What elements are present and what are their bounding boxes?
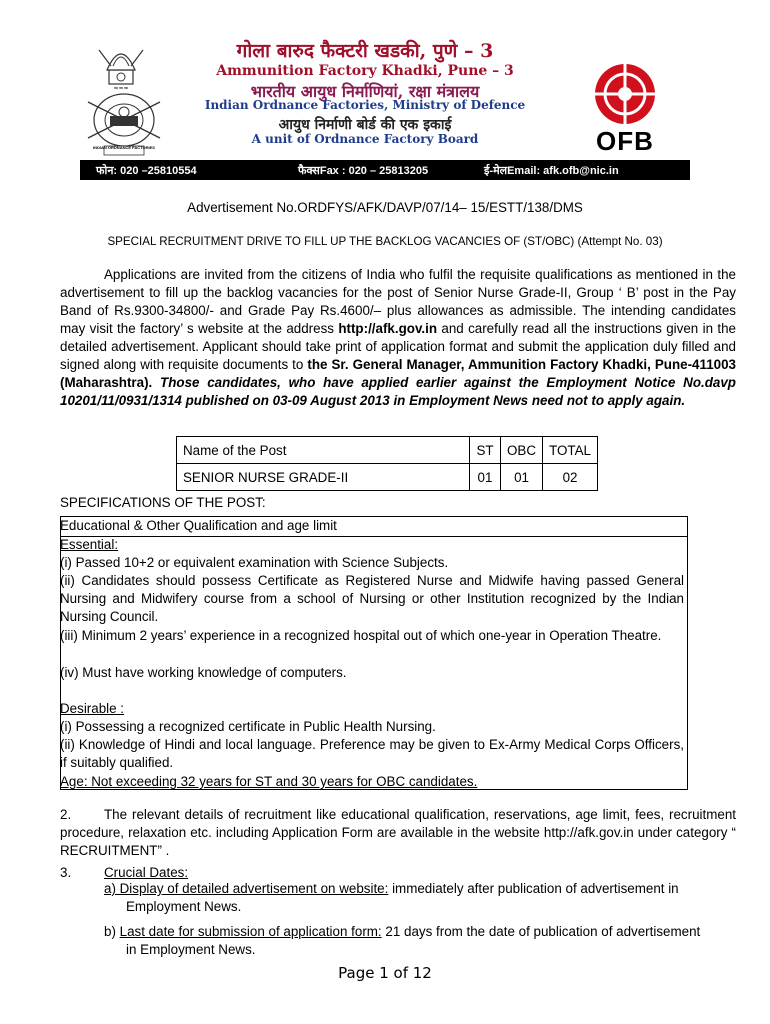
advertisement-subtitle: SPECIAL RECRUITMENT DRIVE TO FILL UP THE BACKLOG VACANCIES OF (ST/OBC) (Attempt No. 03) [107,235,663,248]
specs-heading: SPECIFICATIONS OF THE POST: [60,495,266,510]
crucial-date-b-label: Last date for submission of application form: [119,924,382,939]
contact-bar [80,160,690,180]
reapply-note: Those candidates, who have applied earlier against the Employment Notice No.davp 10201/11/0931/1314 published on 03-09 August 2013 in Employment News need not to apply again. [60,375,736,408]
post-table [176,436,598,491]
hindi-title: गोला बारुद फैक्टरी खडकी, पुणे – 3 [236,40,494,62]
table-header-row [177,437,598,464]
header-st: ST [470,437,501,464]
cell-obc: 01 [501,464,543,491]
section-3-title: Crucial Dates: [104,865,189,880]
hindi-ministry: भारतीय आयुध निर्माणियां, रक्षा मंत्रालय [250,82,480,101]
english-title: Ammunition Factory Khadki, Pune – 3 [216,63,514,79]
crucial-date-b-prefix: b) [104,924,116,939]
ofb-logo [570,60,680,158]
desirable-label: Desirable : [60,701,125,716]
phone-number: फोन: 020 –25810554 [96,165,197,177]
hindi-unit: आयुध निर्माणी बोर्ड की एक इकाई [278,117,452,133]
table-row [177,464,598,491]
fax-number: फैक्सFax : 020 – 25813205 [298,165,429,177]
intro-text-2: and carefully read all the instructions given in the detailed advertisement. Applicant should take print of application format and submit the application duly filled and signed along with requisite documents to [60,321,736,372]
website-link[interactable]: http://afk.gov.in [338,321,438,336]
section-3-number: 3. [60,865,72,880]
crucial-date-b [104,923,704,959]
essential-item-4: (iv) Must have working knowledge of computers. [60,665,347,680]
ofb-logo-text: OFB [596,126,654,156]
state-emblem [93,30,149,92]
cell-post: SENIOR NURSE GRADE-II [177,464,470,491]
section-2-number: 2. [60,807,72,822]
desirable-item-2: (ii) Knowledge of Hindi and local language. Preference may be given to Ex-Army Medical Corps Officers, if suitably qualified. [60,737,684,770]
essential-item-3: (iii) Minimum 2 years’ experience in a recognized hospital out of which one-year in Operation Theatre. [60,628,662,643]
crucial-date-b-text: 21 days from the date of publication of advertisement in Employment News. [126,924,701,957]
desirable-item-1: (i) Possessing a recognized certificate in Public Health Nursing. [60,719,436,734]
advertisement-number: Advertisement No.ORDFYS/AFK/DAVP/07/14– 15/ESTT/138/DMS [187,200,583,215]
essential-item-1: (i) Passed 10+2 or equivalent examination with Science Subjects. [60,555,449,570]
english-unit: A unit of Ordnance Factory Board [251,132,479,146]
specs-box-title: Educational & Other Qualification and age limit [60,518,337,533]
section-2-body: The relevant details of recruitment like educational qualification, reservations, age limit, fees, recruitment procedure, relaxation etc. including Application Form are available in the website http://afk.gov.in under category “ RECRUITMENT” . [60,807,736,858]
crucial-date-a-text: immediately after publication of advertisement in Employment News. [126,881,679,914]
intro-paragraph [60,266,736,410]
essential-item-2: (ii) Candidates should possess Certificate as Registered Nurse and Midwife having passed General Nursing and Midwifery course from a school of Nursing or other Institution recognized by the Indian Nursing Council. [60,573,684,624]
page-number: Page 1 of 12 [338,964,432,982]
essential-label: Essential: [60,537,119,552]
cell-st: 01 [470,464,501,491]
section-2-text [60,806,736,860]
age-limit: Age: Not exceeding 32 years for ST and 30 years for OBC candidates. [60,774,478,789]
header-obc: OBC [501,437,543,464]
emblem-text: INDIAN ORDNANCE FACTORIES [93,145,155,150]
intro-text: Applications are invited from the citizens of India who fulfil the requisite qualifications as mentioned in the advertisement to fill up the backlog vacancies for the post of Senior Nurse Grade-II, Group ‘ B’ post in the Pay Band of Rs.9300-34800/- and Grade Pay Rs.4600/– plus allowances as admissible. The intending candidates may visit the factory’ s website at the address [60,267,736,336]
cell-total: 02 [543,464,598,491]
header-total: TOTAL [543,437,598,464]
header-post: Name of the Post [177,437,470,464]
svg-text:≈≈≈: ≈≈≈ [113,85,129,92]
crucial-date-a-label: a) Display of detailed advertisement on website: [104,881,389,896]
email-address: ई-मेलEmail: afk.ofb@nic.in [484,165,619,177]
english-ministry: Indian Ordnance Factories, Ministry of Defence [204,98,526,112]
address-text: the Sr. General Manager, Ammunition Factory Khadki, Pune-411003 (Maharashtra). [60,357,736,390]
crucial-date-a [104,880,736,916]
